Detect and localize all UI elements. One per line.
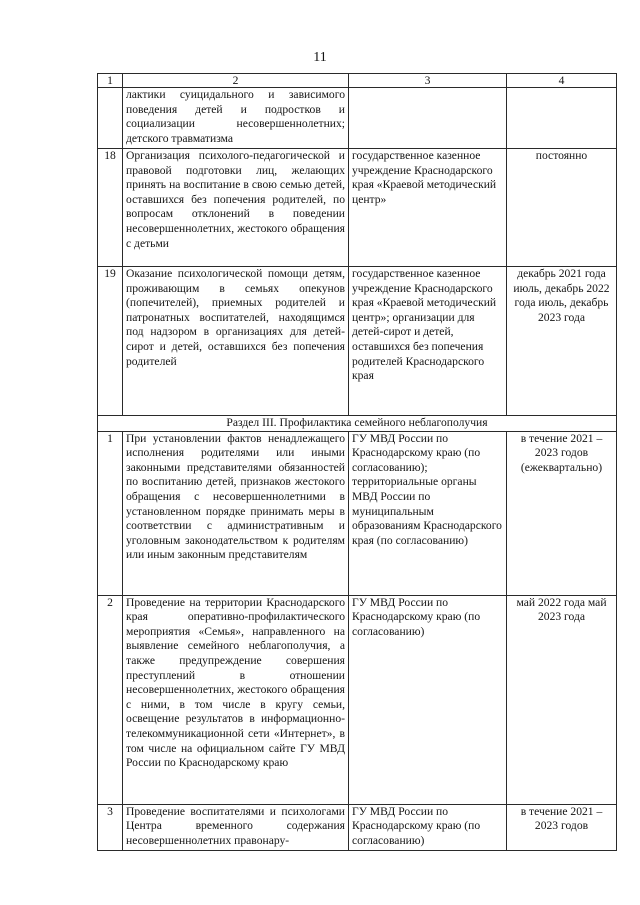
executor-text: государственное казенное учреждение Краснодарского края «Краевой методический центр» — [349, 149, 507, 267]
row-number: 19 — [98, 267, 123, 416]
measure-text: лактики суицидального и зависимого поведения детей и подростков и социализации несовершеннолетних; детского травматизма — [123, 88, 349, 149]
deadline-text — [507, 88, 617, 149]
measure-text: Организация психолого-педагогической и правовой подготовки лиц, желающих принять на воспитание в свою семью детей, оставшихся без попечения родителей, по вопросам отклонений в поведении несовершеннолетних, жестокого обращения с детьми — [123, 149, 349, 267]
table-row — [98, 88, 617, 149]
page-number: 11 — [313, 50, 327, 65]
measure-text: Оказание психологической помощи детям, проживающим в семьях опекунов (попечителей), приемных родителей и патронатных воспитателей, находящимся под надзором в организациях для детей-сирот и детей, оставшихся без попечения родителей — [123, 267, 349, 416]
section-row — [98, 416, 617, 432]
header-col-1: 1 — [98, 74, 123, 88]
plan-table — [97, 73, 617, 851]
executor-text: ГУ МВД России по Краснодарскому краю (по согласованию) — [349, 595, 507, 804]
row-number: 3 — [98, 804, 123, 850]
executor-text: ГУ МВД России по Краснодарскому краю (по согласованию); территориальные органы МВД России по муниципальным образованиям Краснодарского края (по согласованию) — [349, 431, 507, 595]
table-row — [98, 267, 617, 416]
measure-text: При установлении фактов ненадлежащего исполнения родителями или иными законными представителями обязанностей по воспитанию детей, признаков жестокого обращения с несовершеннолетними в установленном порядке принимать меры в соответствии с административным и уголовным законодательством к родителям или иным законным представителям — [123, 431, 349, 595]
deadline-text: декабрь 2021 года июль, декабрь 2022 года июль, декабрь 2023 года — [507, 267, 617, 416]
executor-text: ГУ МВД России по Краснодарскому краю (по согласованию) — [349, 804, 507, 850]
row-number: 18 — [98, 149, 123, 267]
table-row — [98, 595, 617, 804]
deadline-text: май 2022 года май 2023 года — [507, 595, 617, 804]
header-col-3: 3 — [349, 74, 507, 88]
measure-text: Проведение на территории Краснодарского края оперативно-профилактического мероприятия «Семья», направленного на выявление семейного неблагополучия, а также предупреждение совершения преступлений в отношении несовершеннолетних, жестокого обращения с ними, в том числе в кругу семьи, освещение результатов в информационно-телекоммуникационной сети «Интернет», в том числе на официальном сайте ГУ МВД России по Краснодарскому краю — [123, 595, 349, 804]
header-col-4: 4 — [507, 74, 617, 88]
deadline-text: постоянно — [507, 149, 617, 267]
executor-text: государственное казенное учреждение Краснодарского края «Краевой методический центр»; организации для детей-сирот и детей, оставшихся без попечения родителей Краснодарского края — [349, 267, 507, 416]
row-number: 1 — [98, 431, 123, 595]
table-row — [98, 149, 617, 267]
table-row — [98, 804, 617, 850]
deadline-text: в течение 2021 – 2023 годов — [507, 804, 617, 850]
table-row — [98, 431, 617, 595]
header-col-2: 2 — [123, 74, 349, 88]
executor-text — [349, 88, 507, 149]
section-title: Раздел III. Профилактика семейного неблагополучия — [98, 416, 617, 432]
table-header-row — [98, 74, 617, 88]
row-number — [98, 88, 123, 149]
deadline-text: в течение 2021 – 2023 годов (ежеквартально) — [507, 431, 617, 595]
row-number: 2 — [98, 595, 123, 804]
measure-text: Проведение воспитателями и психологами Центра временного содержания несовершеннолетних правонару- — [123, 804, 349, 850]
